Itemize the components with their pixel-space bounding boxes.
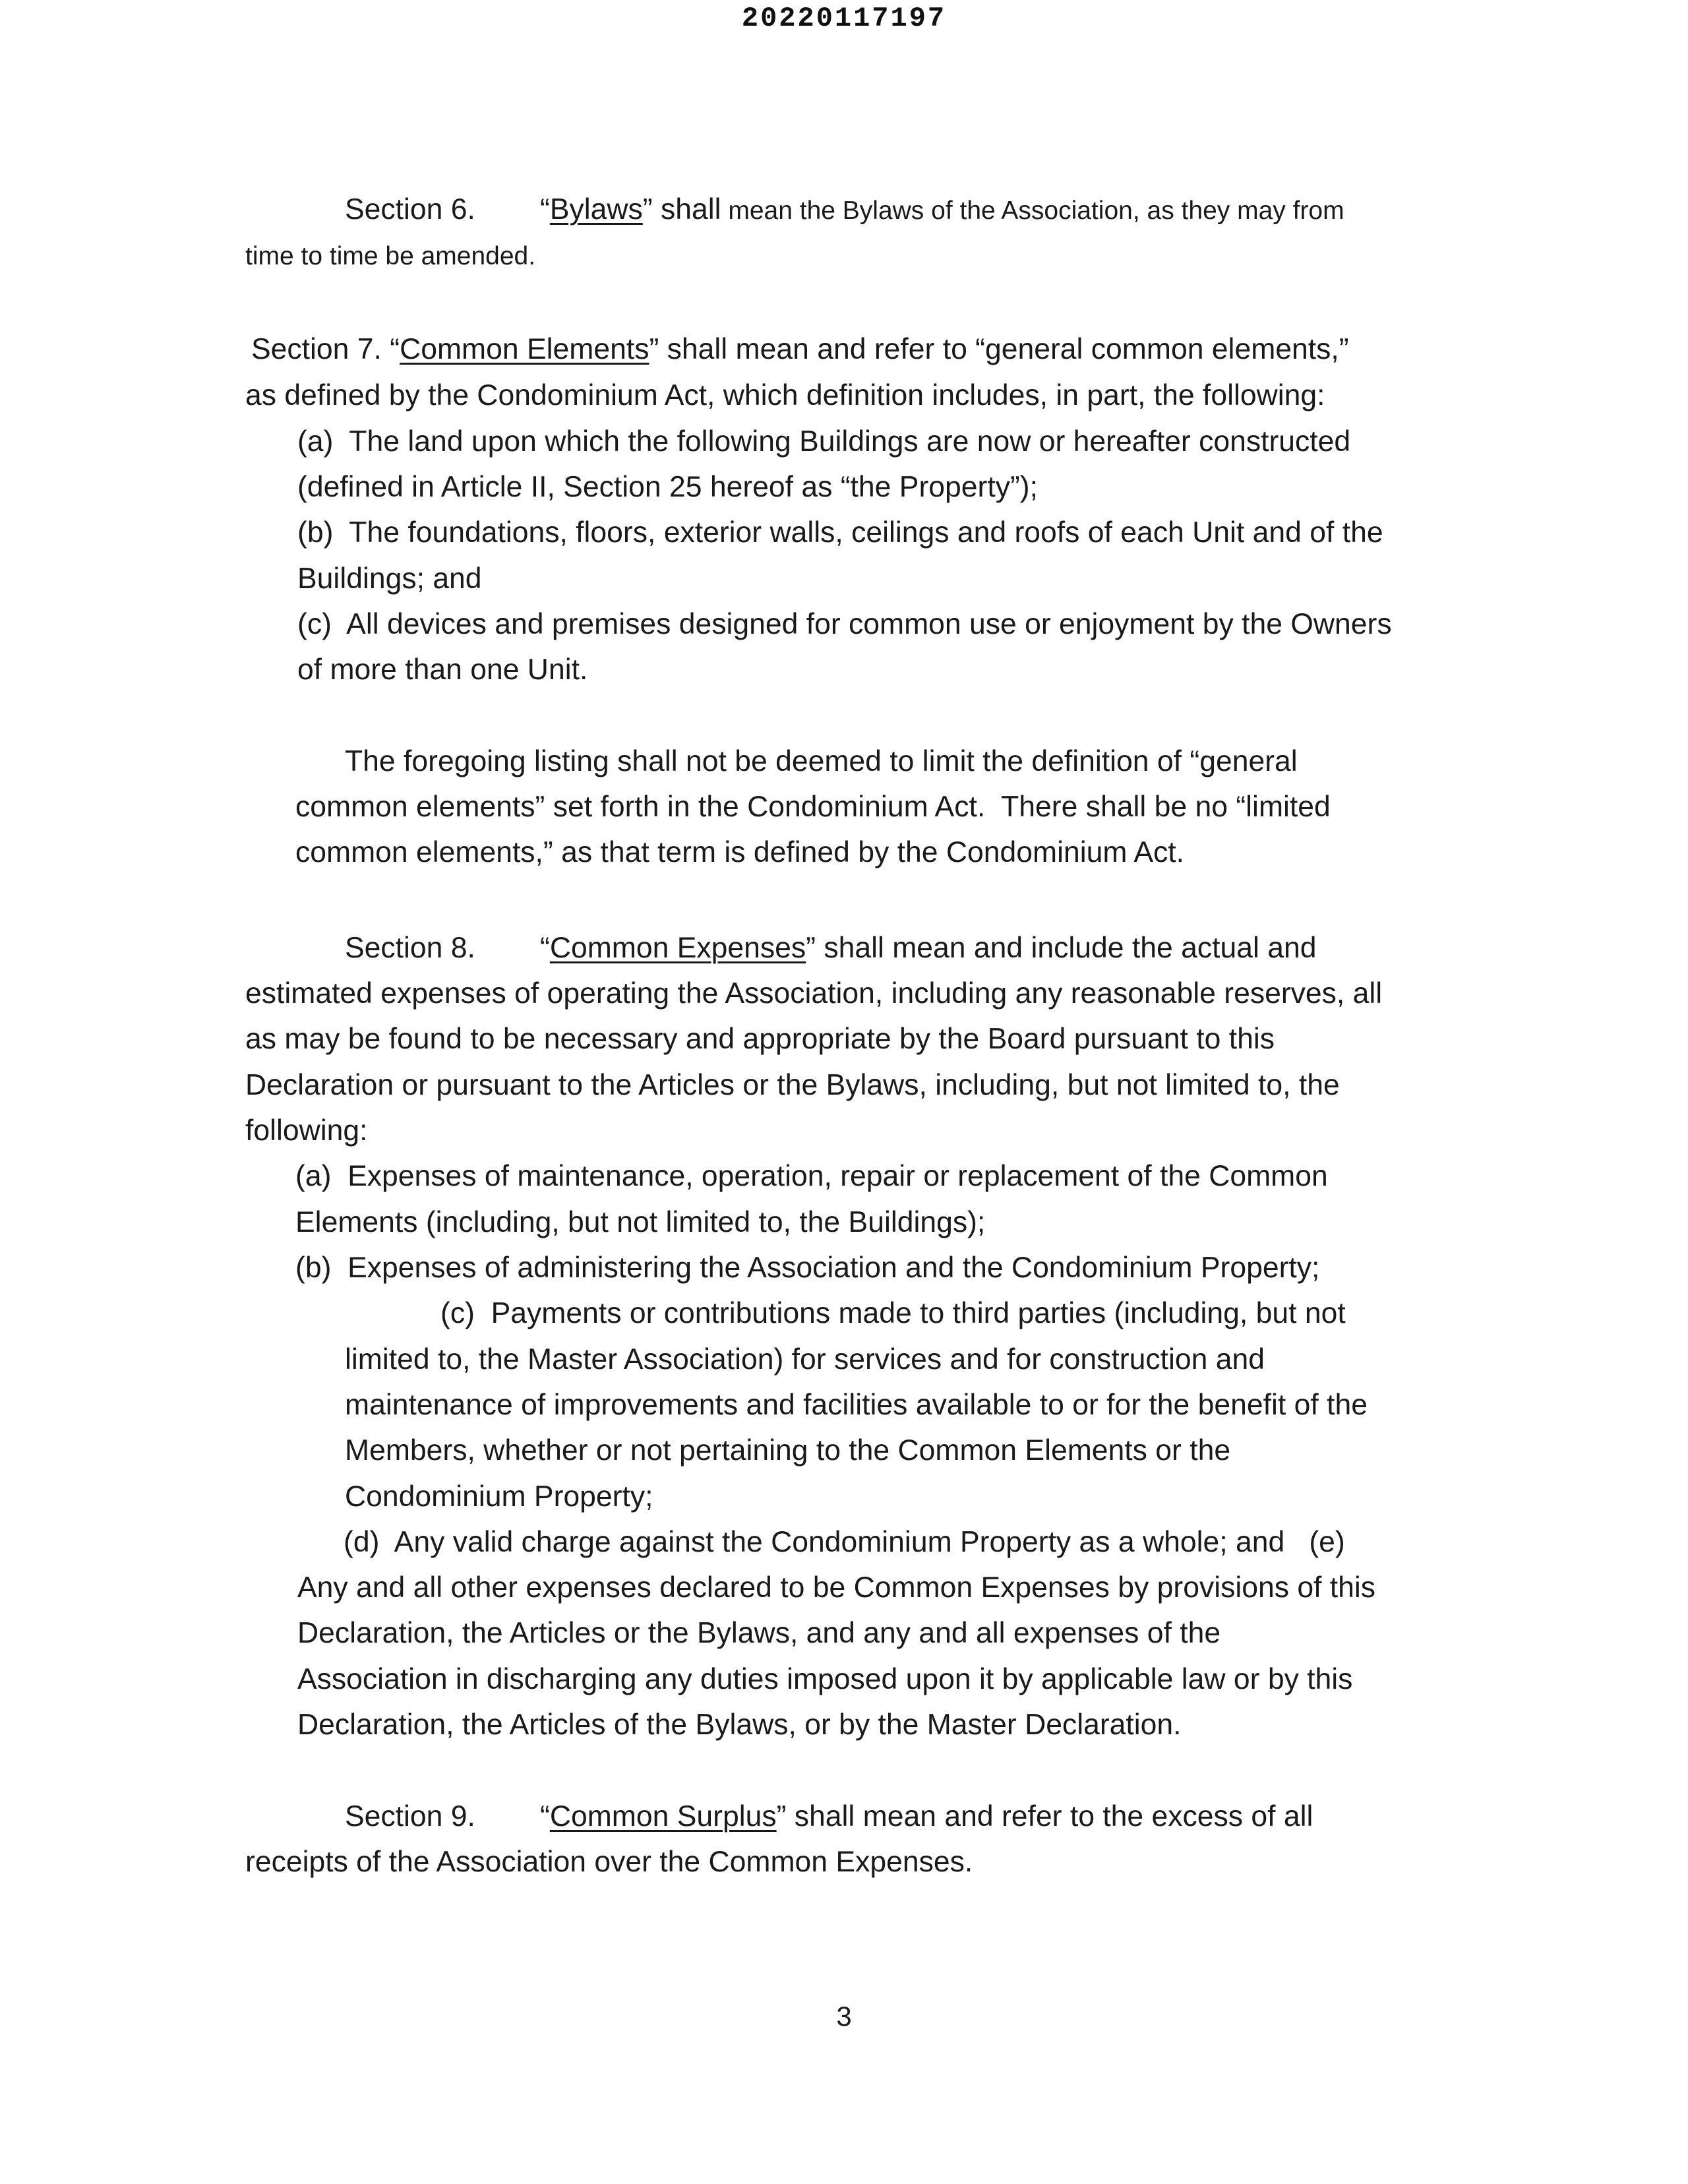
section-8-item-a-line-1: (a) Expenses of maintenance, operation, repair or replacement of the Common	[295, 1160, 1328, 1192]
section-6-line-2: time to time be amended.	[245, 242, 536, 270]
section-8-item-e-line-5: Declaration, the Articles of the Bylaws, or by the Master Declaration.	[297, 1709, 1182, 1741]
recording-number: 20220117197	[741, 3, 947, 34]
section-7-item-c-line-2: of more than one Unit.	[297, 653, 588, 686]
defined-term-common-surplus: Common Surplus	[549, 1800, 777, 1833]
defined-term-common-expenses: Common Expenses	[549, 932, 806, 964]
section-8-item-c-line-5: Condominium Property;	[345, 1480, 653, 1513]
section-8-item-c-line-2: limited to, the Master Association) for services and for construction and	[345, 1343, 1265, 1376]
section-8-heading: “Common Expenses” shall mean and include the actual and	[540, 932, 1317, 964]
section-7-item-a-line-2: (defined in Article II, Section 25 hereof as “the Property”);	[297, 471, 1038, 503]
defined-term-bylaws: Bylaws	[549, 193, 643, 226]
section-7-line-2: as defined by the Condominium Act, which definition includes, in part, the following:	[245, 379, 1325, 411]
section-8-item-c-line-4: Members, whether or not pertaining to the Common Elements or the	[345, 1434, 1231, 1467]
section-8-item-c-line-1: (c) Payments or contributions made to third parties (including, but not	[440, 1297, 1346, 1329]
section-6-label: Section 6.	[345, 193, 475, 226]
section-7-item-c-line-1: (c) All devices and premises designed for common use or enjoyment by the Owners	[297, 608, 1392, 640]
section-8-label: Section 8.	[345, 932, 475, 964]
section-8-item-e-line-4: Association in discharging any duties imposed upon it by applicable law or by this	[297, 1663, 1353, 1695]
section-8-line-3: as may be found to be necessary and appropriate by the Board pursuant to this	[245, 1023, 1275, 1055]
defined-term-common-elements: Common Elements	[400, 333, 649, 365]
section-8-item-e-line-3: Declaration, the Articles or the Bylaws, and any and all expenses of the	[297, 1617, 1221, 1649]
section-8-item-c-line-3: maintenance of improvements and facilities available to or for the benefit of the	[345, 1389, 1368, 1421]
section-7-paragraph-line-1: The foregoing listing shall not be deemed to limit the definition of “general	[345, 745, 1298, 777]
section-7-paragraph-line-2: common elements” set forth in the Condominium Act. There shall be no “limited	[295, 791, 1331, 823]
section-7-item-b-line-2: Buildings; and	[297, 562, 482, 595]
section-8-item-e-line-2: Any and all other expenses declared to be Common Expenses by provisions of this	[297, 1571, 1376, 1604]
section-8-line-2: estimated expenses of operating the Association, including any reasonable reserves, all	[245, 977, 1383, 1010]
section-7-item-a-line-1: (a) The land upon which the following Buildings are now or hereafter constructed	[297, 425, 1351, 458]
section-7-heading: Section 7. “Common Elements” shall mean and refer to “general common elements,”	[251, 333, 1349, 365]
section-9-label: Section 9.	[345, 1800, 475, 1833]
section-6-heading: “Bylaws” shall mean the Bylaws of the Association, as they may from	[540, 193, 1344, 226]
section-8-item-a-line-2: Elements (including, but not limited to, the Buildings);	[295, 1206, 986, 1238]
section-8-item-d-line-1: (d) Any valid charge against the Condominium Property as a whole; and (e)	[344, 1526, 1345, 1558]
section-8-line-4: Declaration or pursuant to the Articles or the Bylaws, including, but not limited to, the	[245, 1069, 1340, 1101]
section-8-item-b-line-1: (b) Expenses of administering the Association and the Condominium Property;	[295, 1252, 1320, 1284]
page-number: 3	[836, 2001, 852, 2032]
section-7-item-b-line-1: (b) The foundations, floors, exterior walls, ceilings and roofs of each Unit and of the	[297, 516, 1383, 549]
section-7-paragraph-line-3: common elements,” as that term is defined by the Condominium Act.	[295, 836, 1184, 868]
section-9-heading: “Common Surplus” shall mean and refer to the excess of all	[540, 1800, 1313, 1833]
section-8-line-5: following:	[245, 1114, 368, 1147]
section-9-line-2: receipts of the Association over the Common Expenses.	[245, 1846, 973, 1878]
